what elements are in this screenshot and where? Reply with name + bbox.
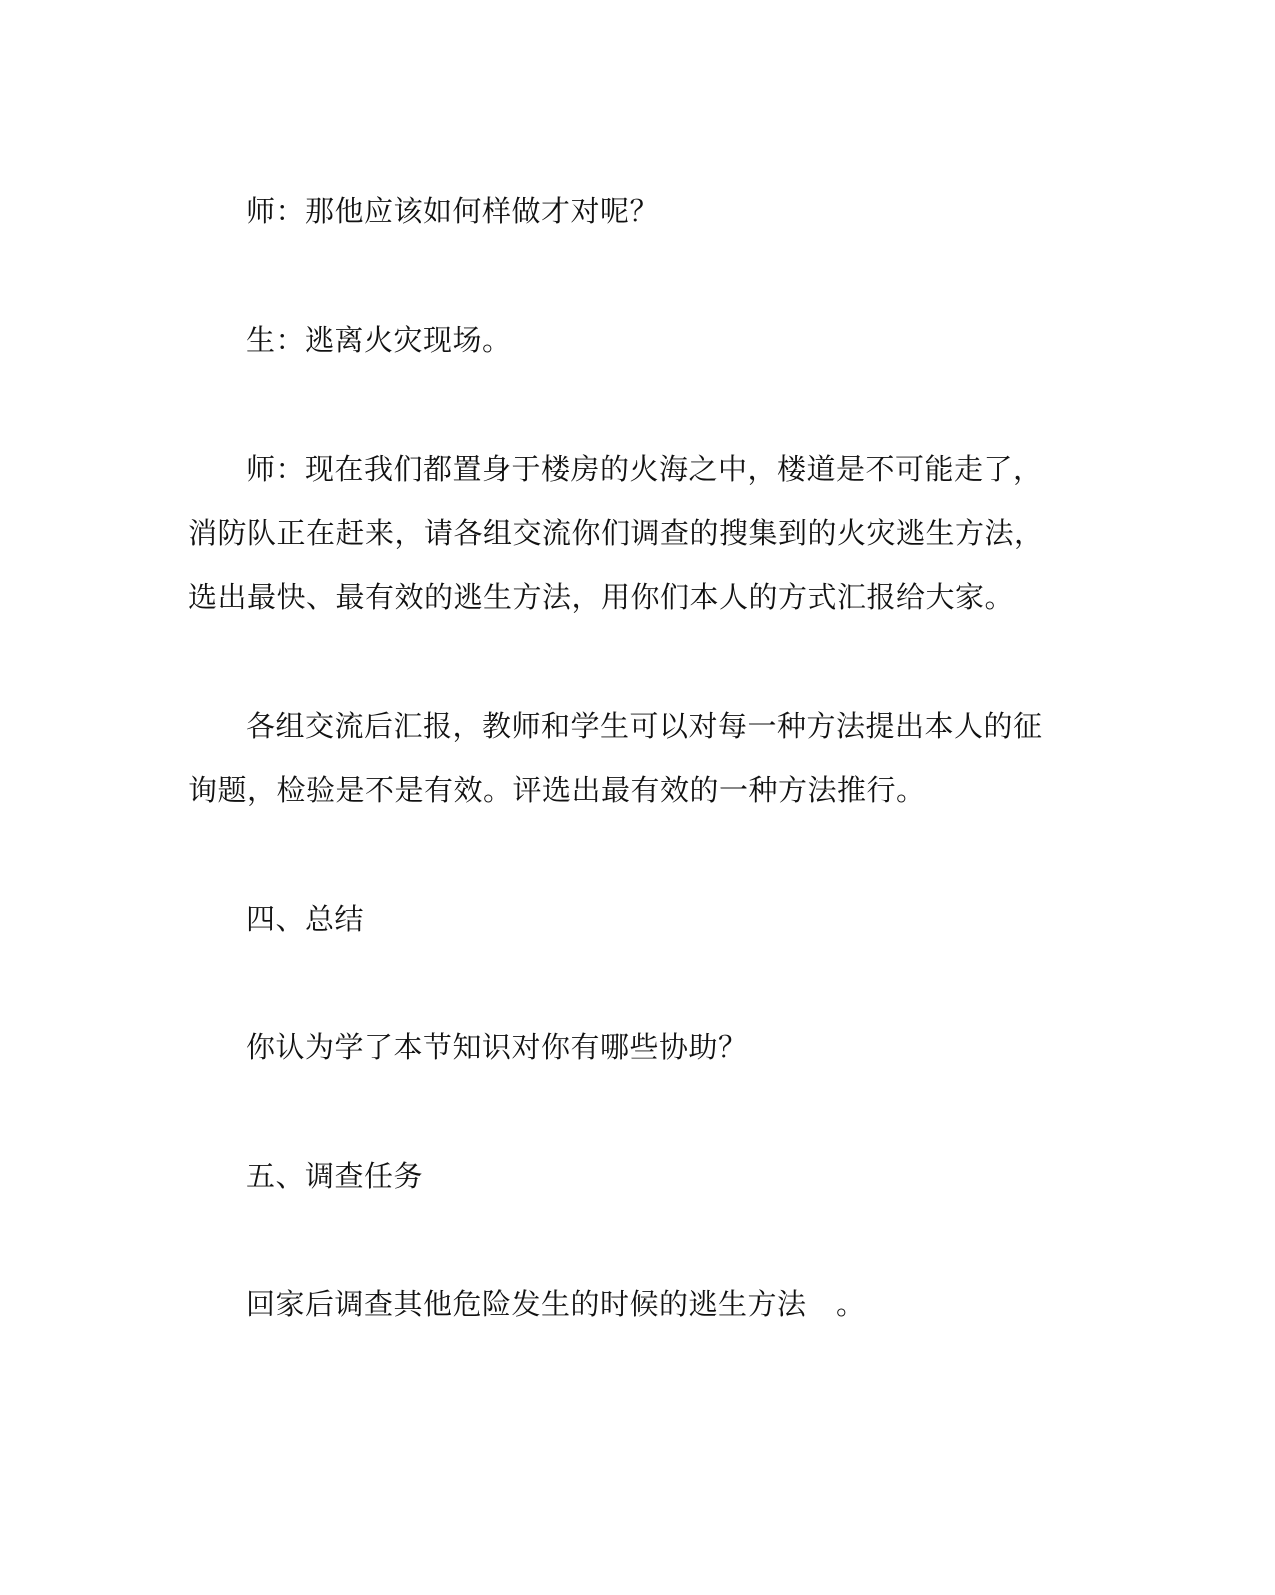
group-report-paragraph: 各组交流后汇报，教师和学生可以对每一种方法提出本人的征询题，检验是不是有效。评选出最有效的一种方法推行。 <box>188 709 1043 807</box>
dialogue-teacher-instruction: 师：现在我们都置身于楼房的火海之中，楼道是不可能走了，消防队正在赶来，请各组交流你们调查的搜集到的火灾逃生方法，选出最快、最有效的逃生方法，用你们本人的方式汇报给大家。 <box>188 452 1044 614</box>
dialogue-student-answer: 生：逃离火灾现场。 <box>246 323 512 357</box>
survey-task-paragraph: 回家后调查其他危险发生的时候的逃生方法 。 <box>246 1287 866 1321</box>
dialogue-teacher-question: 师：那他应该如何样做才对呢？ <box>246 194 660 228</box>
section-heading-summary: 四、总结 <box>246 902 365 936</box>
summary-question: 你认为学了本节知识对你有哪些协助？ <box>246 1030 748 1064</box>
section-heading-survey-task: 五、调查任务 <box>246 1159 424 1193</box>
